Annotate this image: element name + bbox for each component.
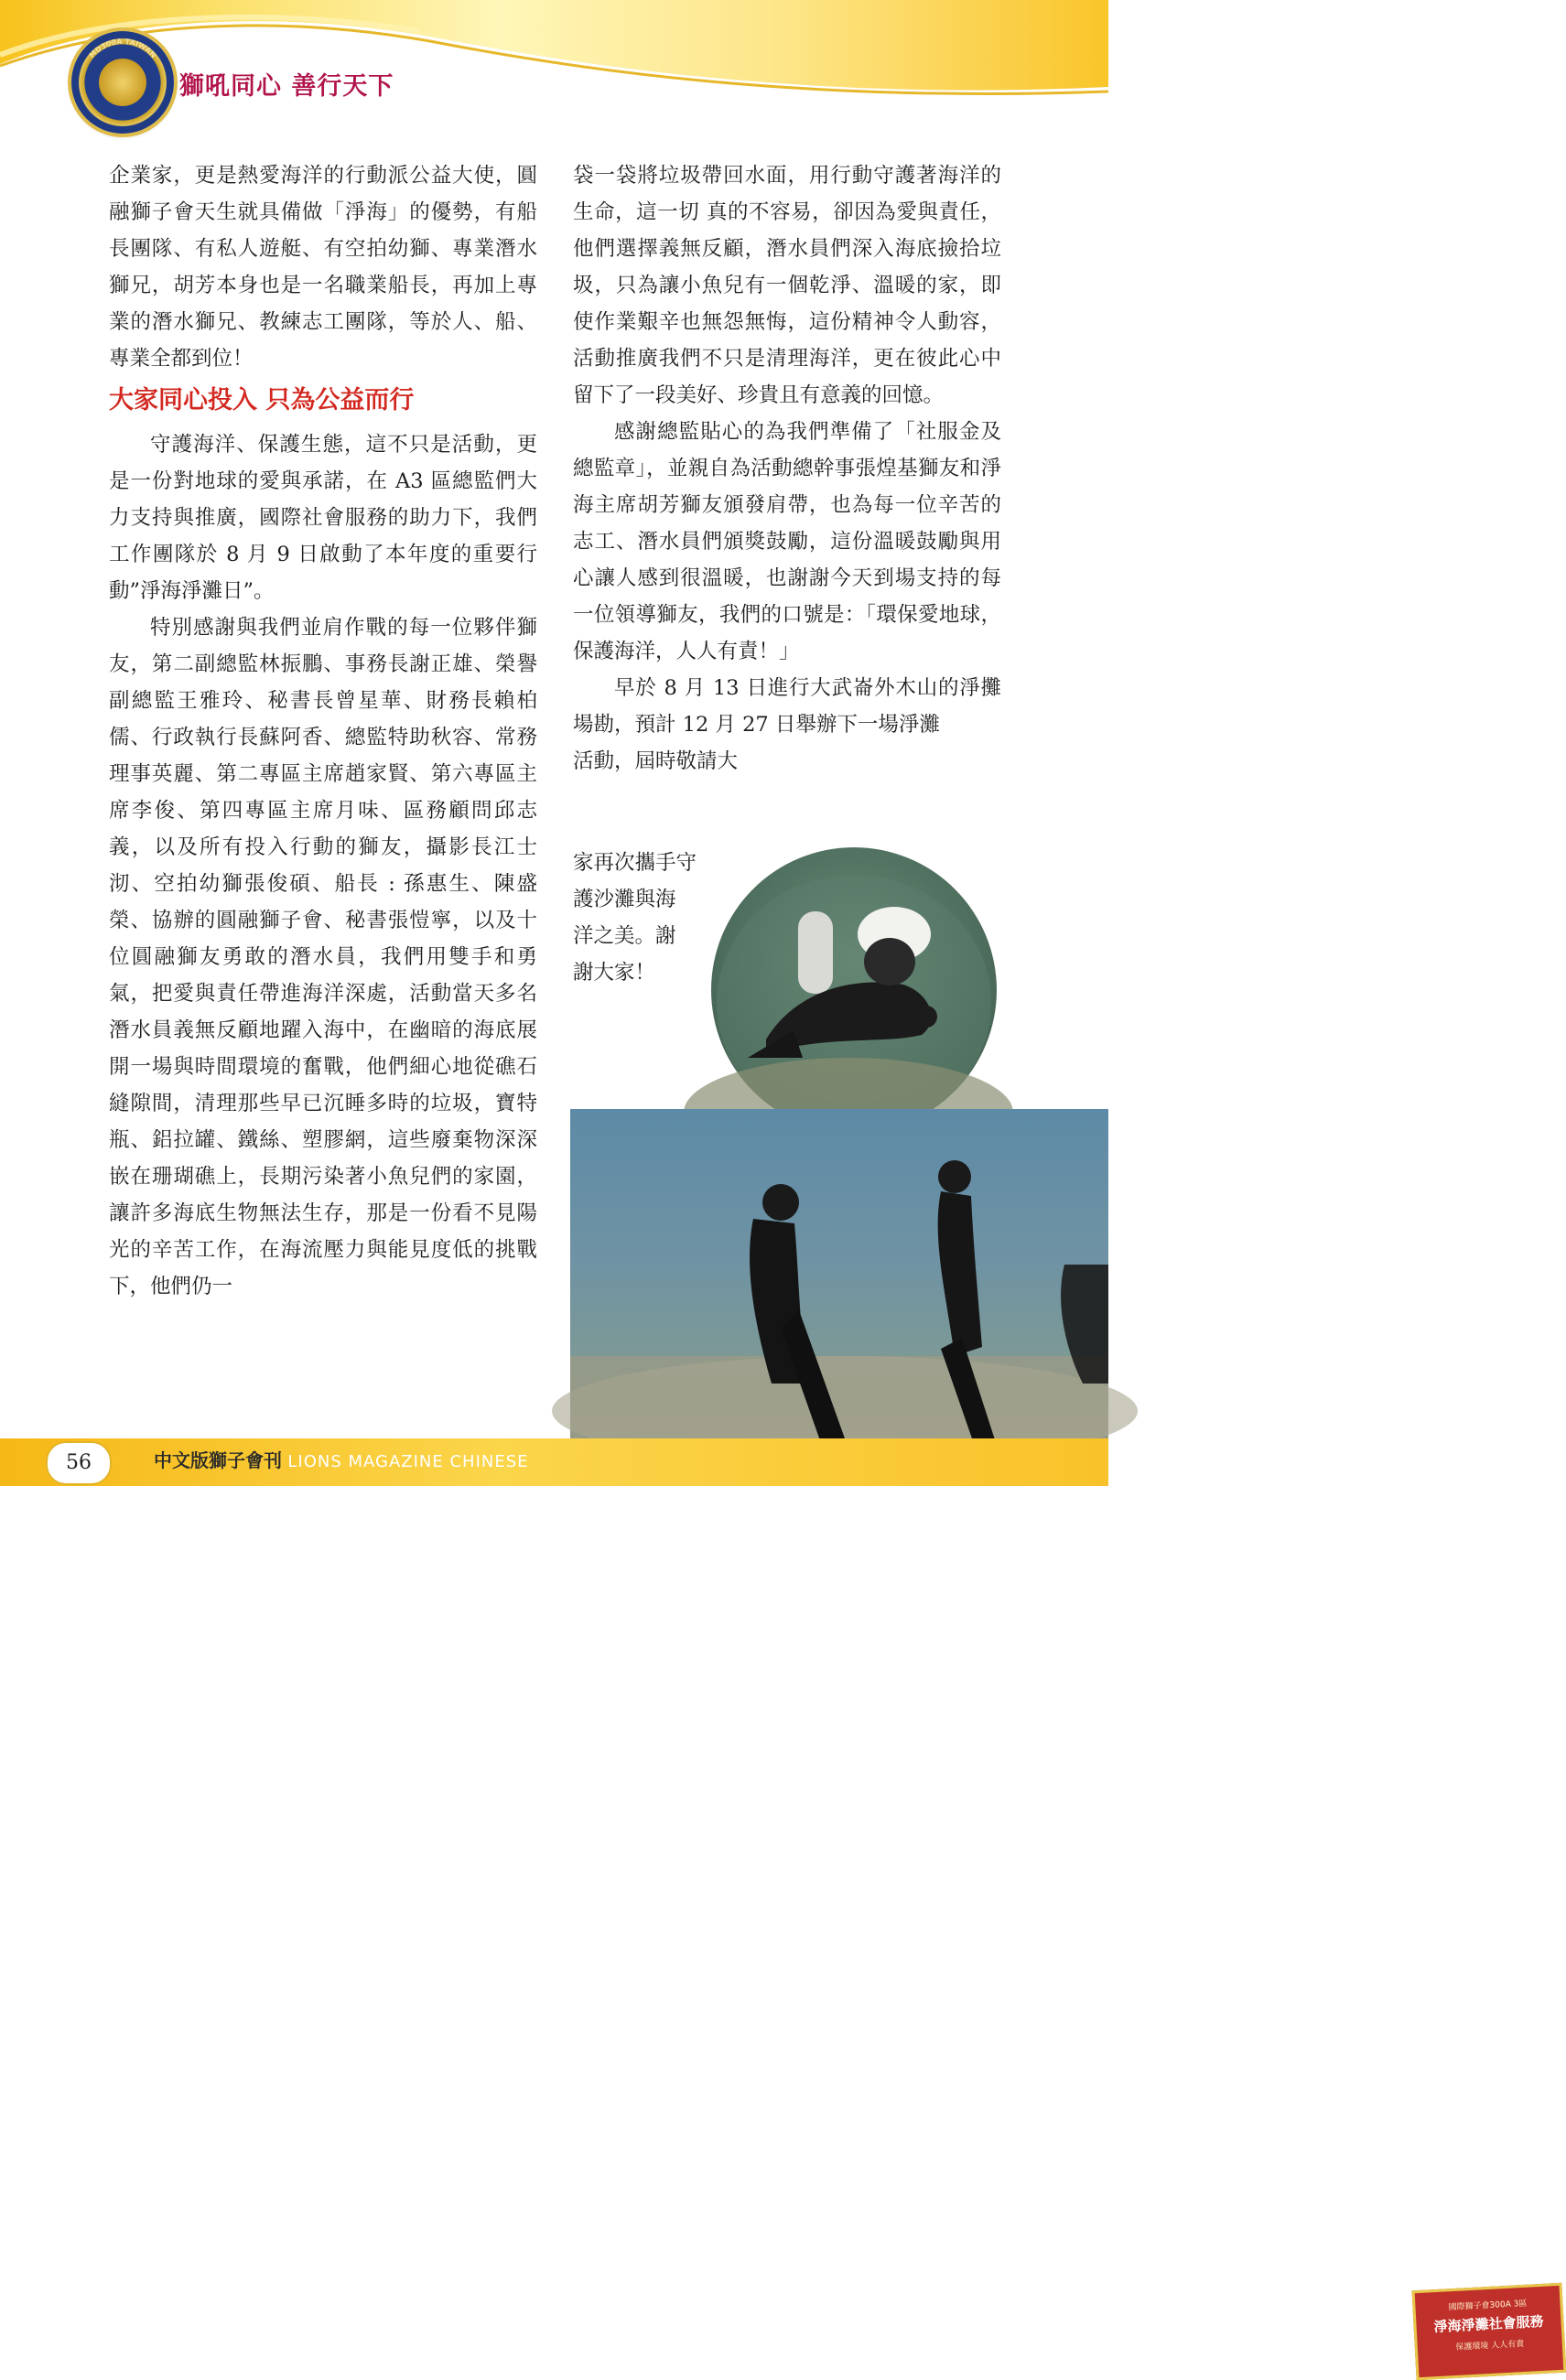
- divers-illustration: [570, 1109, 1108, 1486]
- wrap-line: 洋之美。謝: [573, 924, 676, 948]
- footer-magazine-title: [154, 1444, 529, 1479]
- lions-emblem-logo: [71, 31, 174, 134]
- paragraph-ocean: 守護海洋、保護生態，這不只是活動，更是一份對地球的愛與承諾，在 A3 區總監們大力支持與推廣，國際社會服務的助力下，我們工作團隊於 8 月 9 日啟動了本年度的重要行動”淨海淨灘日”。: [109, 433, 537, 603]
- article-left-column: [109, 157, 537, 1305]
- diver-photo-round: [711, 847, 997, 1133]
- emblem-seal-text: [71, 31, 174, 134]
- page-number: 56: [46, 1441, 112, 1485]
- paragraph-award: 感謝總監貼心的為我們準備了「社服金及總監章」，並親自為活動總幹事張煌基獅友和淨海主席胡芳獅友頒發肩帶，也為每一位辛苦的志工、潛水員們頒獎鼓勵，這份溫暖鼓勵與用心讓人感到很溫暖，也謝謝今天到場支持的每一位領導獅友，我們的口號是：「環保愛地球，保護海洋，人人有責！」: [573, 420, 1001, 663]
- wrap-line: 護沙灘與海: [573, 888, 676, 911]
- article-right-column: [573, 157, 1001, 780]
- banner-line-1: 國際獅子會300A 3區: [1448, 2299, 1528, 2313]
- section-title: 大家同心投入 只為公益而行: [109, 386, 415, 415]
- magazine-title-zh: 中文版獅子會刊: [154, 1449, 282, 1471]
- divers-group-photo: [570, 1109, 1544, 2353]
- wrap-line: 家再次攜手守: [573, 851, 697, 875]
- banner-line-3: 保護環境 人人有責: [1455, 2340, 1525, 2353]
- paragraph-next-event: 早於 8 月 13 日進行大武崙外木山的淨攤場勘，預計 12 月 27 日舉辦下一場淨灘: [573, 676, 1001, 737]
- page-slogan: 獅吼同心 善行天下: [179, 72, 394, 101]
- paragraph-thanks: 特別感謝與我們並肩作戰的每一位夥伴獅友，第二副總監林振鵬、事務長謝正雄、榮譽副總監王雅玲、秘書長曾星華、財務長賴柏儒、行政執行長蘇阿香、總監特助秋容、常務理事英麗、第二專區主席趙家賢、第六專區主席李俊、第四專區主席月味、區務顧問邱志義，以及所有投入行動的獅友，攝影長江士沏、空拍幼獅張俊碩、船長 : 孫惠生、陳盛榮、協辦的圓融獅子會、秘書張愷寧，以及十位圓融獅友勇敢的潛水員，我們用雙手和勇氣，把愛與責任帶進海洋深處，活動當天多名潛水員義無反顧地躍入海中，在幽暗的海底展開一場與時間環境的奮戰，他們細心地從礁石縫隙間，清理那些早已沉睡多時的垃圾，寶特瓶、鋁拉罐、鐵絲、塑膠網，這些廢棄物深深嵌在珊瑚礁上，長期污染著小魚兒們的家園，讓許多海底生物無法生存，那是一份看不見陽光的辛苦工作，在海流壓力與能見度低的挑戰下，他們仍一: [109, 616, 537, 1298]
- magazine-title-en: LIONS MAGAZINE CHINESE: [287, 1452, 529, 1471]
- paragraph-divers: 袋一袋將垃圾帶回水面，用行動守護著海洋的生命，這一切 真的不容易，卻因為愛與責任，他們選擇義無反顧，潛水員們深入海底撿拾垃圾，只為讓小魚兒有一個乾淨、溫暖的家，即使作業艱辛也無怨無悔，這份精神令人動容，活動推廣我們不只是清理海洋，更在彼此心中留下了一段美好、珍貴且有意義的回憶。: [573, 164, 1001, 407]
- paragraph-next-event-line: 活動，屆時敬請大: [573, 749, 739, 773]
- service-banner: [1412, 2283, 1566, 2380]
- paragraph-intro: 企業家，更是熱愛海洋的行動派公益大使，圓融獅子會天生就具備做「淨海」的優勢，有船長團隊、有私人遊艇、有空拍幼獅、專業潛水獅兄，胡芳本身也是一名職業船長，再加上專業的潛水獅兄、教練志工團隊，等於人、船、專業全都到位！: [109, 164, 537, 371]
- svg-text:MD300A TAIWAN: MD300A TAIWAN: [87, 37, 158, 60]
- diver-illustration: [711, 847, 997, 1133]
- wrap-line: 謝大家！: [573, 961, 656, 985]
- banner-line-2: 淨海淨灘社會服務: [1433, 2312, 1544, 2336]
